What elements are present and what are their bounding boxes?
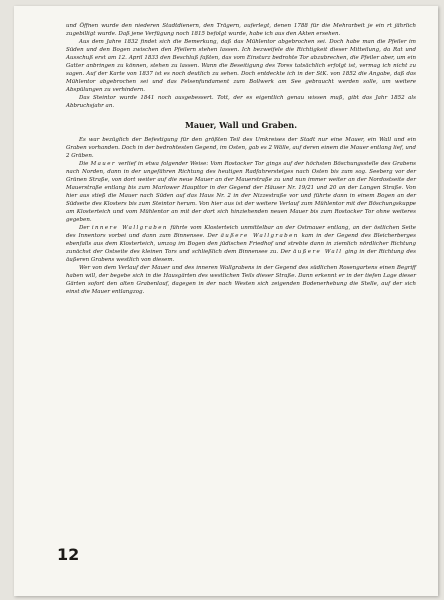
book-page <box>14 6 438 596</box>
spaced-term-mauer: Mauer <box>90 160 116 167</box>
paragraph-gate-service: und Öffnen wurde den niederen Stadtdienern, den Trägern, auferlegt, denen 1788 für die Mehrarbeit je ein rt jährlich zugebilligt wurde. Daß jene Verfügung noch 1815 befolgt wurde, habe ich aus den Akten ersehen. <box>66 23 416 38</box>
spaced-term-inner-moat: innere Wallgraben <box>91 225 168 232</box>
text-run: verlief in etwa folgender Weise: Vom Rostocker Tor gings auf der höchsten Böschungsstelle des Grabens nach Norden, dann in der ungefähren Richtung des heutigen Radfahrersteiges nach Osten bis zum sog. Seeberg vor der Grünen Straße, von dort weiter auf die neue Mauer an der Mauerstraße zu und nun immer weiter an der Nordostseite der Mauerstraße entlang bis zum Marlower Haupttor in der Gegend der Häuser Nr. 19/21 und 20 an der Langen Straße. Von hier aus stieß die Mauer nach Süden auf das Haus Nr. 2 in der Nizzestraße vor und führte dann in einem Bogen an der Südseite des Klosters bis zum Steintor herum. Von hier aus ist der weitere Verlauf zum Mühlentor mit der Böschungskuppe am Klosterteich und vom Mühlentor an mit der dort sich hinziehenden neuen Mauer bis zum Rostocker Tor ohne weiteres gegeben. <box>66 160 416 223</box>
text-run: Die <box>79 160 91 167</box>
text-run: Der <box>79 225 92 232</box>
spaced-term-outer-wall: äußere Wall <box>293 249 343 256</box>
paragraph-muehlentor: Aus dem Jahre 1832 findet sich die Bemerkung, daß das Mühlentor abgebrochen sei. Doch habe man die Pfeiler im Süden und den Bogen zwischen den Pfeilern stehen lassen. Ich bezweifele die Richtigkeit dieser Mitteilung, da Rat und Ausschuß erst am 12. April 1833 den Beschluß faßten, das vom Einsturz bedrohte Tor abzubrechen, die Pfeiler aber, um ein Gatter anbringen zu können, stehen zu lassen. Wann die Beseitigung des Tores tatsächlich erfolgt ist, vermag ich nicht zu sagen. Auf der Karte von 1837 ist es noch deutlich zu sehen. Doch entdeckte ich in der StK. von 1852 die Angabe, daß das Mühlentor abgebrochen sei und das Felsenfundament zum Bollwerk am See gebraucht werden solle, um weitere Abspülungen zu verhindern. <box>66 39 416 94</box>
spaced-term-outer-moat: äußere Wallgraben <box>220 233 299 240</box>
section-heading: Mauer, Wall und Graben. <box>184 119 297 130</box>
text-column <box>66 22 416 296</box>
paragraph-steintor: Das Steintor wurde 1841 noch ausgebessert. Tott, der es eigentlich genau wissen muß, gibt das Jahr 1852 als Abbruchsjahr an. <box>66 95 416 110</box>
paragraph-moats <box>66 224 416 264</box>
paragraph-wall-course <box>66 160 416 224</box>
text-run: ging in der Richtung des äußeren Grabens westlich von diesem. <box>66 249 416 264</box>
paragraph-rosengarten: Wer von dem Verlauf der Mauer und des inneren Wallgrabens in der Gegend des südlichen Rosengartens einen Begriff haben will, der begebe sich in die Hausgärten des westlichen Teils dieser Straße. Dann erkennt er in der tiefen Lage dieser Gärten sofort den alten Grabenlauf, dagegen in der nach Westen sich zeigenden Bodenerhebung die Stelle, auf der sich einst die Mauer entlangzog. <box>66 265 416 296</box>
text-run: kam in der Gegend des Bleicherberges ebenfalls aus dem Klosterteich, umzog im Bogen den jüdischen Friedhof und strebte dann in ziemlich nördlicher Richtung zunächst der Ostseite des kleinen Tors und schließlich dem Binnensee zu. Der <box>66 233 417 256</box>
text-run: führte vom Klosterteich unmittelbar an der Ostmauer entlang, an der östlichen Seite des Innentors vorbei und dann zum Binnensee. Der <box>66 225 416 240</box>
page-number: 12 <box>57 545 80 564</box>
paragraph-fortification-overview: Es war bezüglich der Befestigung für den größten Teil des Umkreises der Stadt nur eine Mauer, ein Wall und ein Graben vorhanden. Doch in der bedrohtesten Gegend, im Osten, gab es 2 Wälle, auf deren einem die Mauer entlang lief, und 2 Gräben. <box>66 136 416 159</box>
